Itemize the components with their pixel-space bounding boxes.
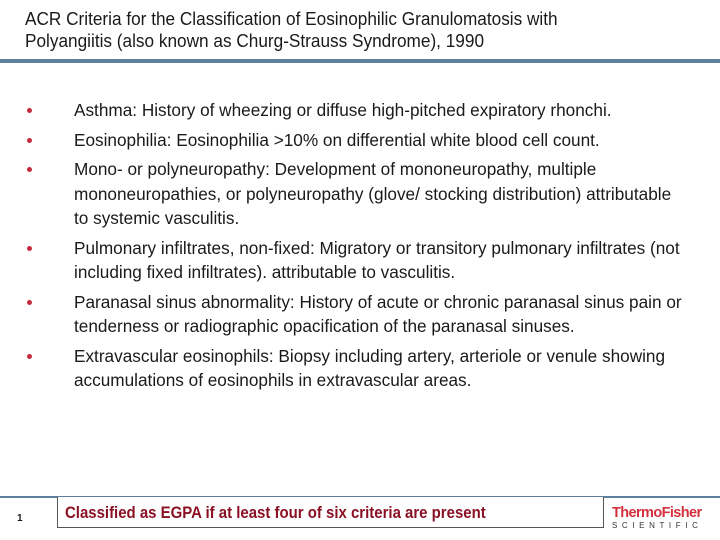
criteria-text: Pulmonary infiltrates, non-fixed: Migratory or transitory pulmonary infiltrates (not including fixed infiltrates). attributable to vasculitis. — [74, 237, 680, 282]
logo-subtitle: SCIENTIFIC — [612, 521, 703, 530]
callout-box — [57, 497, 604, 528]
title-divider — [0, 59, 720, 63]
logo-wordmark: ThermoFisher — [612, 505, 702, 521]
criteria-item-neuropathy — [0, 157, 720, 231]
criteria-text: Eosinophilia: Eosinophilia >10% on differential white blood cell count. — [74, 129, 600, 150]
criteria-item-paranasal — [0, 290, 720, 339]
bullet-dot-icon — [27, 354, 32, 359]
title-line-1: ACR Criteria for the Classification of Eosinophilic Granulomatosis with — [25, 8, 558, 29]
criteria-item-pulmonary — [0, 236, 720, 285]
bullet-dot-icon — [27, 138, 32, 143]
callout-text: Classified as EGPA if at least four of six criteria are present — [65, 503, 486, 522]
criteria-item-extravascular — [0, 344, 720, 393]
criteria-text: Mono- or polyneuropathy: Development of mononeuropathy, multiple mononeuropathies, or polyneuropathy (glove/ stocking distribution) attributable to systemic vasculitis. — [74, 159, 672, 228]
criteria-text: Extravascular eosinophils: Biopsy including artery, arteriole or venule showing accumulations of eosinophils in extravascular areas. — [74, 345, 666, 390]
criteria-item-asthma — [0, 98, 720, 123]
bullet-dot-icon — [27, 246, 32, 251]
slide-title — [25, 8, 657, 52]
criteria-text: Asthma: History of wheezing or diffuse high-pitched expiratory rhonchi. — [74, 100, 612, 120]
bullet-dot-icon — [27, 108, 32, 113]
title-line-2: Polyangiitis (also known as Churg-Strauss Syndrome), 1990 — [25, 30, 485, 51]
bullet-dot-icon — [27, 167, 32, 172]
thermofisher-logo — [612, 505, 712, 530]
criteria-text: Paranasal sinus abnormality: History of acute or chronic paranasal sinus pain or tenderness or radiographic opacification of the paranasal sinuses. — [74, 291, 682, 336]
criteria-list — [0, 98, 720, 398]
criteria-item-eosinophilia — [0, 128, 720, 153]
page-number: 1 — [17, 513, 23, 524]
bullet-dot-icon — [27, 300, 32, 305]
